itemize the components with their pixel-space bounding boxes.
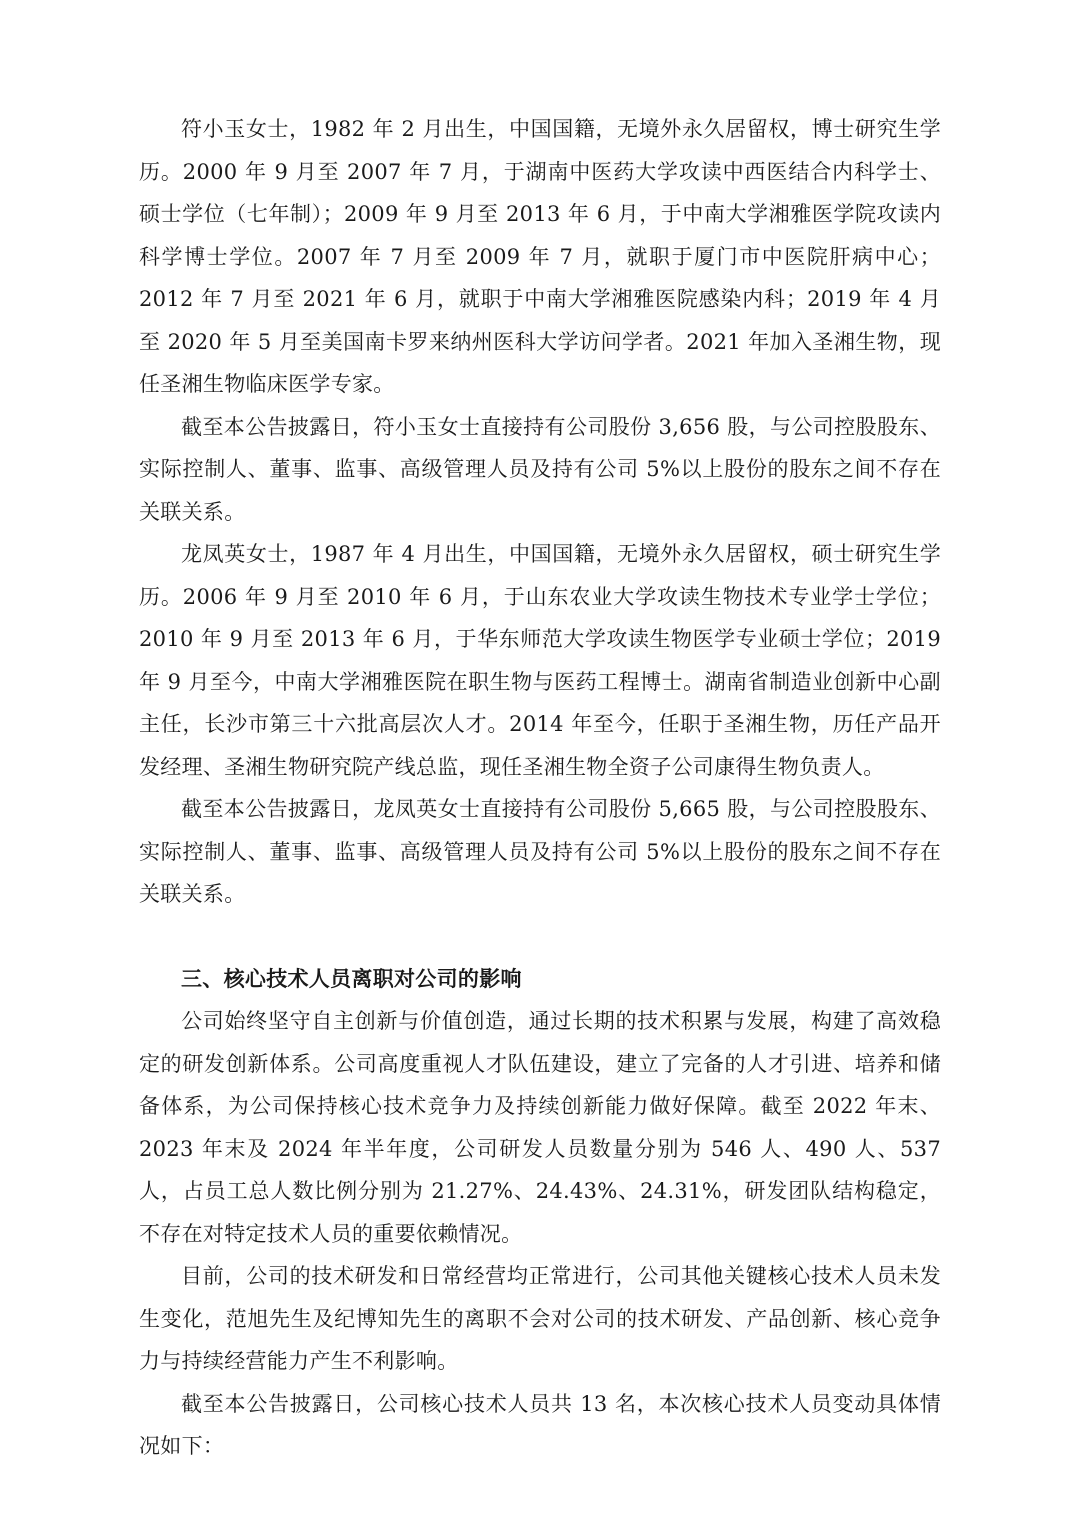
core-staff-count-paragraph: 截至本公告披露日，公司核心技术人员共 13 名，本次核心技术人员变动具体情况如下：	[139, 1391, 941, 1458]
shareholding-fu-xiaoyu: 截至本公告披露日，符小玉女士直接持有公司股份 3,656 股，与公司控股股东、实际控制人、董事、监事、高级管理人员及持有公司 5%以上股份的股东之间不存在关联关系。	[139, 414, 941, 524]
document-page	[139, 108, 941, 1468]
operations-paragraph: 目前，公司的技术研发和日常经营均正常进行，公司其他关键核心技术人员未发生变化，范旭先生及纪博知先生的离职不会对公司的技术研发、产品创新、核心竞争力与持续经营能力产生不利影响。	[139, 1264, 941, 1373]
shareholding-long-fengying: 截至本公告披露日，龙凤英女士直接持有公司股份 5,665 股，与公司控股股东、实际控制人、董事、监事、高级管理人员及持有公司 5%以上股份的股东之间不存在关联关系。	[139, 797, 941, 906]
bio-fu-xiaoyu: 符小玉女士，1982 年 2 月出生，中国国籍，无境外永久居留权，博士研究生学历。2000 年 9 月至 2007 年 7 月，于湖南中医药大学攻读中西医结合内科学士、硕士学位（七年制）；2009 年 9 月至 2013 年 6 月，于中南大学湘雅医学院攻读内科学博士学位。2007 年 7 月至 2009 年 7 月，就职于厦门市中医院肝病中心；2012 年 7 月至 2021 年 6 月，就职于中南大学湘雅医院感染内科；2019 年 4 月至 2020 年 5 月至美国南卡罗来纳州医科大学访问学者。2021 年加入圣湘生物，现任圣湘生物临床医学专家。	[139, 117, 941, 396]
section-heading: 三、核心技术人员离职对公司的影响	[181, 966, 522, 991]
section-spacer	[139, 916, 941, 958]
bio-long-fengying: 龙凤英女士，1987 年 4 月出生，中国国籍，无境外永久居留权，硕士研究生学历。2006 年 9 月至 2010 年 6 月，于山东农业大学攻读生物技术专业学士学位；2010 年 9 月至 2013 年 6 月，于华东师范大学攻读生物医学专业硕士学位；2019 年 9 月至今，中南大学湘雅医院在职生物与医药工程博士。湖南省制造业创新中心副主任，长沙市第三十六批高层次人才。2014 年至今，任职于圣湘生物，历任产品开发经理、圣湘生物研究院产线总监，现任圣湘生物全资子公司康得生物负责人。	[139, 542, 941, 779]
impact-paragraph: 公司始终坚守自主创新与价值创造，通过长期的技术积累与发展，构建了高效稳定的研发创新体系。公司高度重视人才队伍建设，建立了完备的人才引进、培养和储备体系，为公司保持核心技术竞争力及持续创新能力做好保障。截至 2022 年末、2023 年末及 2024 年半年度，公司研发人员数量分别为 546 人、490 人、537 人，占员工总人数比例分别为 21.27%、24.43%、24.31%，研发团队结构稳定，不存在对特定技术人员的重要依赖情况。	[139, 1009, 941, 1246]
